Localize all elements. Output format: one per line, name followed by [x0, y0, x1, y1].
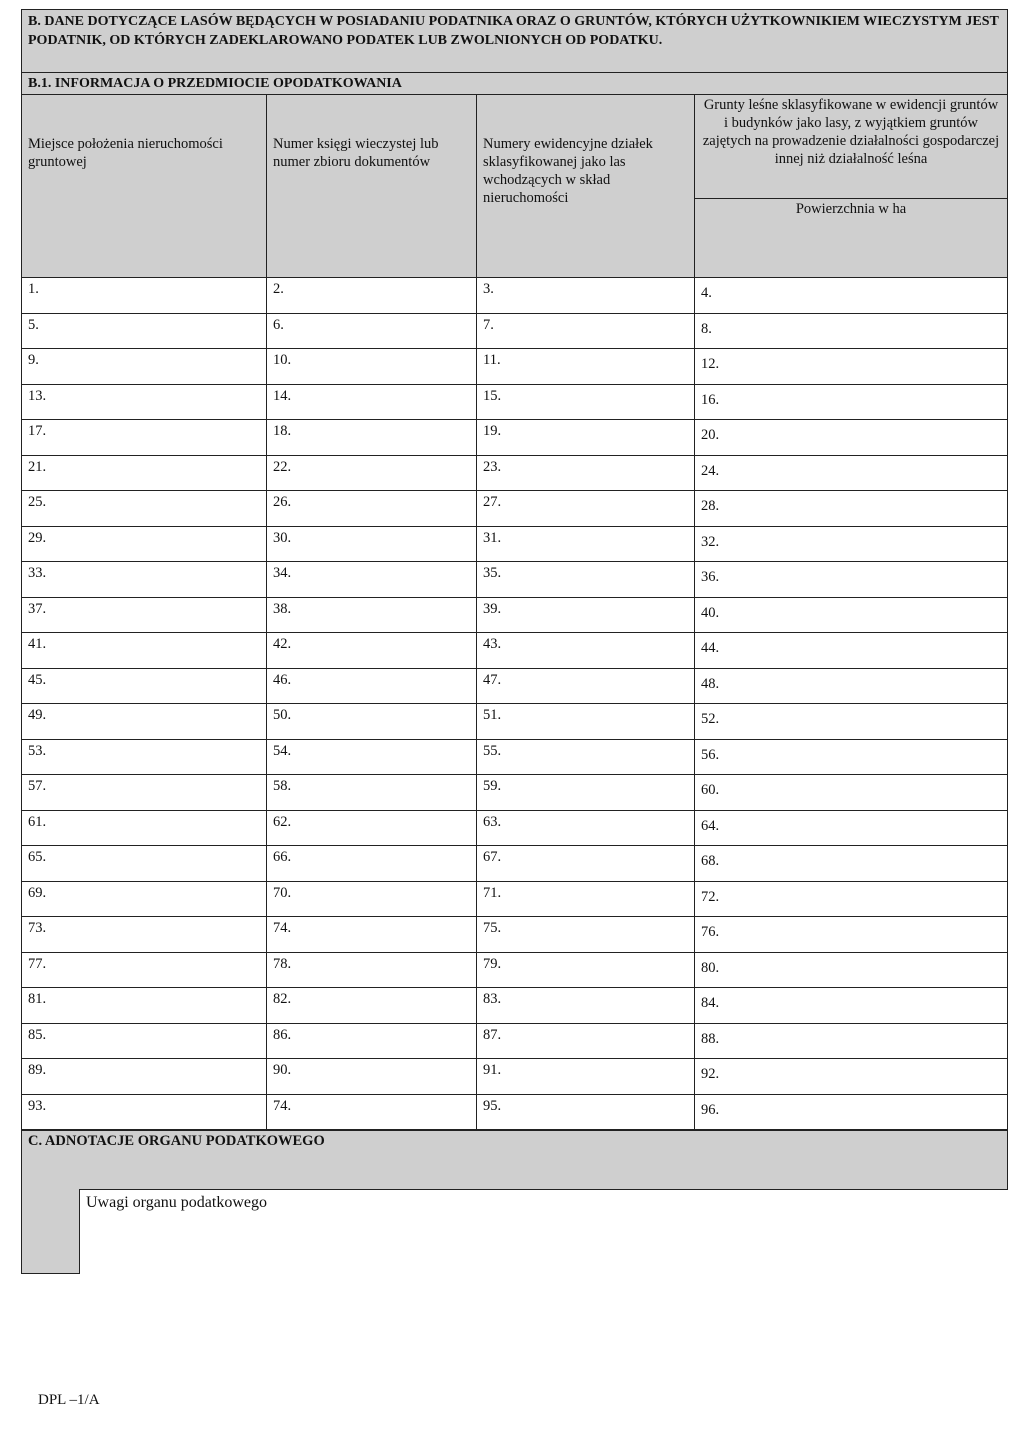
field-parcel-numbers[interactable]: 59.	[477, 775, 695, 811]
table-row	[22, 669, 1007, 705]
table-row	[22, 882, 1007, 918]
field-area[interactable]: 44.	[695, 633, 1007, 669]
field-land-register[interactable]: 34.	[267, 562, 477, 598]
field-area[interactable]: 36.	[695, 562, 1007, 598]
field-parcel-numbers[interactable]: 27.	[477, 491, 695, 527]
field-land-register[interactable]: 82.	[267, 988, 477, 1024]
field-land-register[interactable]: 70.	[267, 882, 477, 918]
field-location[interactable]: 73.	[22, 917, 267, 953]
table-row	[22, 1059, 1007, 1095]
section-c	[22, 1130, 1007, 1273]
table-row	[22, 633, 1007, 669]
form-code: DPL –1/A	[38, 1392, 100, 1408]
table-row	[22, 420, 1007, 456]
field-location[interactable]: 65.	[22, 846, 267, 882]
field-area[interactable]: 72.	[695, 882, 1007, 918]
field-location[interactable]: 13.	[22, 385, 267, 421]
form-rows	[22, 278, 1007, 1130]
field-area[interactable]: 28.	[695, 491, 1007, 527]
field-parcel-numbers[interactable]: 19.	[477, 420, 695, 456]
field-parcel-numbers[interactable]: 39.	[477, 598, 695, 634]
tax-form	[21, 9, 1008, 1274]
table-row	[22, 988, 1007, 1024]
field-location[interactable]: 45.	[22, 669, 267, 705]
field-area[interactable]: 60.	[695, 775, 1007, 811]
field-area[interactable]: 48.	[695, 669, 1007, 705]
field-parcel-numbers[interactable]: 3.	[477, 278, 695, 314]
field-area[interactable]: 84.	[695, 988, 1007, 1024]
section-b-title: B. DANE DOTYCZĄCE LASÓW BĘDĄCYCH W POSIADANIU PODATNIKA ORAZ O GRUNTÓW, KTÓRYCH UŻYTKOWNIKIEM WIECZYSTYM JEST PODATNIK, OD KTÓRYCH ZADEKLAROWANO PODATEK LUB ZWOLNIONYCH OD PODATKU.	[22, 10, 1007, 73]
field-location[interactable]: 49.	[22, 704, 267, 740]
field-location[interactable]: 25.	[22, 491, 267, 527]
field-land-register[interactable]: 58.	[267, 775, 477, 811]
field-land-register[interactable]: 42.	[267, 633, 477, 669]
field-land-register[interactable]: 6.	[267, 314, 477, 350]
table-row	[22, 953, 1007, 989]
field-area[interactable]: 56.	[695, 740, 1007, 776]
section-b1-title: B.1. INFORMACJA O PRZEDMIOCIE OPODATKOWANIA	[22, 73, 1007, 95]
field-parcel-numbers[interactable]: 31.	[477, 527, 695, 563]
field-area[interactable]: 24.	[695, 456, 1007, 492]
table-row	[22, 562, 1007, 598]
tax-office-remarks-label: Uwagi organu podatkowego	[86, 1194, 267, 1211]
field-land-register[interactable]: 10.	[267, 349, 477, 385]
field-parcel-numbers[interactable]: 43.	[477, 633, 695, 669]
field-location[interactable]: 33.	[22, 562, 267, 598]
field-location[interactable]: 85.	[22, 1024, 267, 1060]
field-land-register[interactable]: 62.	[267, 811, 477, 847]
field-location[interactable]: 17.	[22, 420, 267, 456]
field-parcel-numbers[interactable]: 91.	[477, 1059, 695, 1095]
field-area[interactable]: 80.	[695, 953, 1007, 989]
field-location[interactable]: 37.	[22, 598, 267, 634]
table-row	[22, 598, 1007, 634]
field-location[interactable]: 77.	[22, 953, 267, 989]
field-land-register[interactable]: 38.	[267, 598, 477, 634]
field-location[interactable]: 53.	[22, 740, 267, 776]
field-area[interactable]: 96.	[695, 1095, 1007, 1131]
field-parcel-numbers[interactable]: 83.	[477, 988, 695, 1024]
field-parcel-numbers[interactable]: 23.	[477, 456, 695, 492]
section-c-title: C. ADNOTACJE ORGANU PODATKOWEGO	[28, 1133, 325, 1149]
field-location[interactable]: 9.	[22, 349, 267, 385]
field-location[interactable]: 1.	[22, 278, 267, 314]
field-location[interactable]: 5.	[22, 314, 267, 350]
field-land-register[interactable]: 14.	[267, 385, 477, 421]
field-location[interactable]: 41.	[22, 633, 267, 669]
field-area[interactable]: 12.	[695, 349, 1007, 385]
table-row	[22, 314, 1007, 350]
field-land-register[interactable]: 66.	[267, 846, 477, 882]
table-row	[22, 704, 1007, 740]
field-land-register[interactable]: 78.	[267, 953, 477, 989]
table-row	[22, 385, 1007, 421]
field-land-register[interactable]: 74.	[267, 917, 477, 953]
field-land-register[interactable]: 26.	[267, 491, 477, 527]
field-area[interactable]: 40.	[695, 598, 1007, 634]
column-header-location: Miejsce położenia nieruchomości gruntowej	[22, 95, 267, 278]
field-parcel-numbers[interactable]: 35.	[477, 562, 695, 598]
field-parcel-numbers[interactable]: 51.	[477, 704, 695, 740]
table-row	[22, 1024, 1007, 1060]
field-area[interactable]: 8.	[695, 314, 1007, 350]
table-row	[22, 811, 1007, 847]
table-row	[22, 917, 1007, 953]
column-header-land-register: Numer księgi wieczystej lub numer zbioru dokumentów	[267, 95, 477, 278]
field-land-register[interactable]: 74.	[267, 1095, 477, 1131]
column-header-forest-land-description: Grunty leśne sklasyfikowane w ewidencji gruntów i budynków jako lasy, z wyjątkiem gruntów zajętych na prowadzenie działalności gospodarczej innej niż działalność leśna	[695, 95, 1007, 199]
field-location[interactable]: 69.	[22, 882, 267, 918]
table-row	[22, 1095, 1007, 1131]
field-area[interactable]: 92.	[695, 1059, 1007, 1095]
table-row	[22, 456, 1007, 492]
field-area[interactable]: 32.	[695, 527, 1007, 563]
field-land-register[interactable]: 18.	[267, 420, 477, 456]
field-parcel-numbers[interactable]: 7.	[477, 314, 695, 350]
field-location[interactable]: 93.	[22, 1095, 267, 1131]
field-location[interactable]: 21.	[22, 456, 267, 492]
field-land-register[interactable]: 22.	[267, 456, 477, 492]
table-row	[22, 278, 1007, 314]
field-parcel-numbers[interactable]: 63.	[477, 811, 695, 847]
field-location[interactable]: 61.	[22, 811, 267, 847]
column-header-area-ha: Powierzchnia w ha	[795, 201, 907, 217]
field-parcel-numbers[interactable]: 79.	[477, 953, 695, 989]
field-location[interactable]: 57.	[22, 775, 267, 811]
field-parcel-numbers[interactable]: 87.	[477, 1024, 695, 1060]
field-area[interactable]: 52.	[695, 704, 1007, 740]
field-location[interactable]: 81.	[22, 988, 267, 1024]
table-row	[22, 349, 1007, 385]
field-land-register[interactable]: 90.	[267, 1059, 477, 1095]
field-location[interactable]: 29.	[22, 527, 267, 563]
field-land-register[interactable]: 30.	[267, 527, 477, 563]
field-location[interactable]: 89.	[22, 1059, 267, 1095]
field-parcel-numbers[interactable]: 71.	[477, 882, 695, 918]
field-parcel-numbers[interactable]: 11.	[477, 349, 695, 385]
table-row	[22, 740, 1007, 776]
table-row	[22, 775, 1007, 811]
tax-office-remarks-field[interactable]	[79, 1189, 1008, 1274]
table-row	[22, 846, 1007, 882]
table-row	[22, 527, 1007, 563]
column-header-forest-land	[695, 95, 1007, 278]
field-area[interactable]: 68.	[695, 846, 1007, 882]
field-area[interactable]: 76.	[695, 917, 1007, 953]
field-land-register[interactable]: 54.	[267, 740, 477, 776]
field-land-register[interactable]: 46.	[267, 669, 477, 705]
field-area[interactable]: 88.	[695, 1024, 1007, 1060]
field-parcel-numbers[interactable]: 75.	[477, 917, 695, 953]
field-area[interactable]: 64.	[695, 811, 1007, 847]
field-land-register[interactable]: 86.	[267, 1024, 477, 1060]
field-parcel-numbers[interactable]: 67.	[477, 846, 695, 882]
field-parcel-numbers[interactable]: 55.	[477, 740, 695, 776]
field-land-register[interactable]: 50.	[267, 704, 477, 740]
column-header-parcel-numbers: Numery ewidencyjne działek sklasyfikowanej jako las wchodzących w skład nieruchomości	[477, 95, 695, 278]
field-area[interactable]: 4.	[695, 278, 1007, 314]
field-land-register[interactable]: 2.	[267, 278, 477, 314]
field-area[interactable]: 16.	[695, 385, 1007, 421]
field-parcel-numbers[interactable]: 15.	[477, 385, 695, 421]
field-parcel-numbers[interactable]: 47.	[477, 669, 695, 705]
field-parcel-numbers[interactable]: 95.	[477, 1095, 695, 1131]
field-area[interactable]: 20.	[695, 420, 1007, 456]
table-row	[22, 491, 1007, 527]
